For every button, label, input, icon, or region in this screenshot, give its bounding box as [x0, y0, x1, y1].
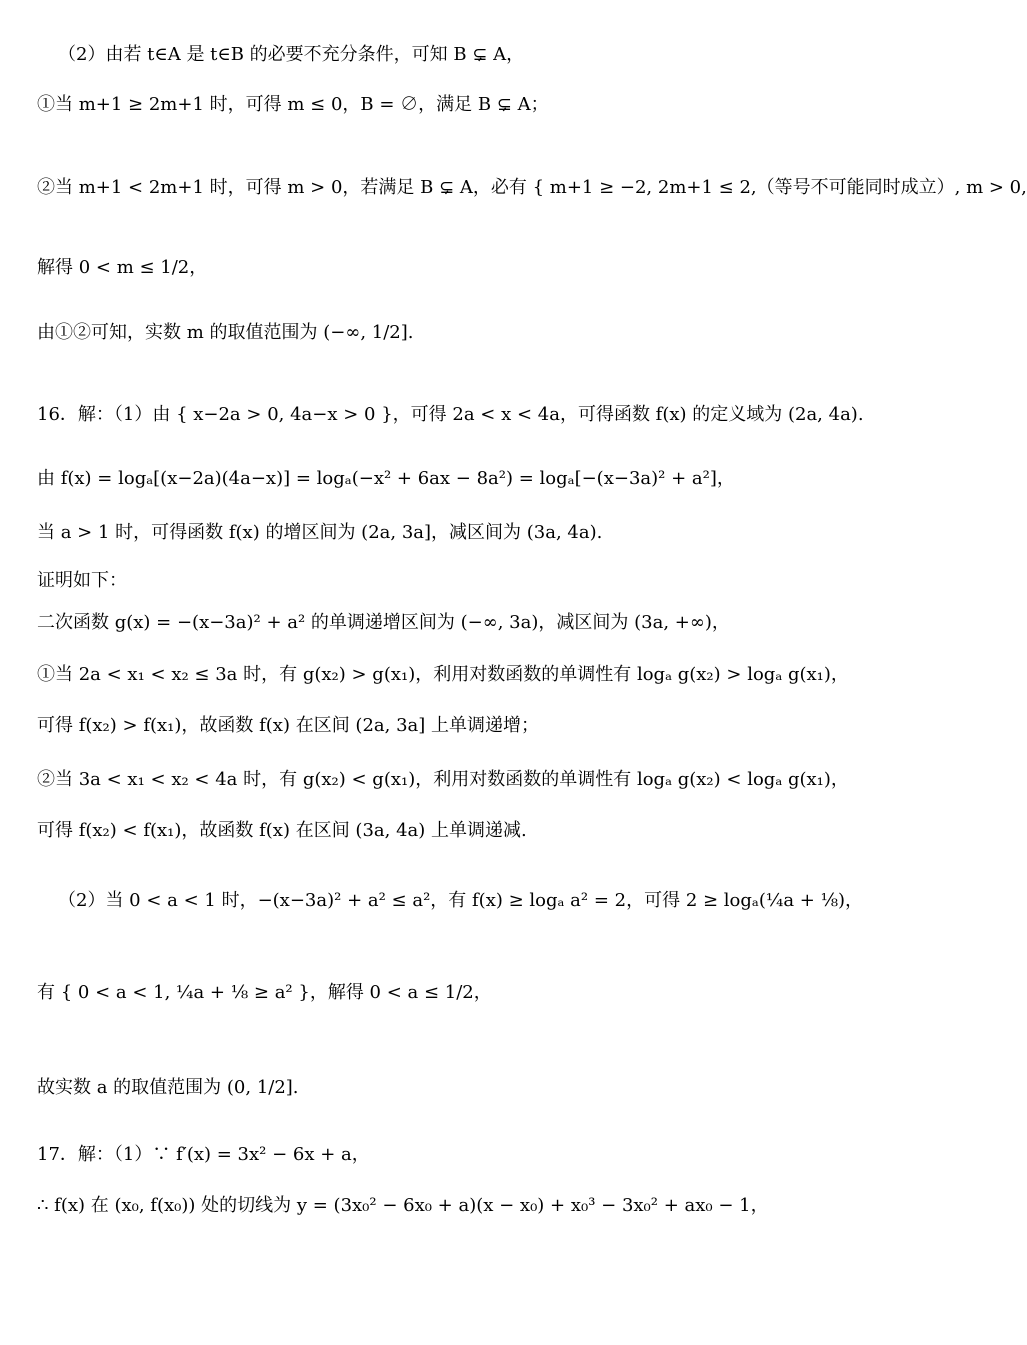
text-line-11: ①当 2a < x₁ < x₂ ≤ 3a 时，有 g(x₂) > g(x₁)，利用对数函数的单调性有 logₐ g(x₂) > logₐ g(x₁)， — [37, 664, 849, 685]
text-line-18: 17．解：（1）∵ f′(x) = 3x² − 6x + a， — [37, 1144, 370, 1165]
text-line-9: 证明如下： — [37, 570, 127, 591]
text-line-15: （2）当 0 < a < 1 时，−(x−3a)² + a² ≤ a²，有 f(x) ≥ logₐ a² = 2，可得 2 ≥ logₐ(¼a + ⅛)， — [58, 890, 864, 911]
text-line-19: ∴ f(x) 在 (x₀, f(x₀)) 处的切线为 y = (3x₀² − 6x₀ + a)(x − x₀) + x₀³ − 3x₀² + ax₀ − 1， — [37, 1195, 769, 1216]
text-line-7: 由 f(x) = logₐ[(x−2a)(4a−x)] = logₐ(−x² + 6ax − 8a²) = logₐ[−(x−3a)² + a²]， — [37, 468, 735, 489]
text-line-2: ①当 m+1 ≥ 2m+1 时，可得 m ≤ 0，B = ∅，满足 B ⊊ A； — [37, 94, 549, 115]
text-line-6: 16．解：（1）由 { x−2a > 0, 4a−x > 0 }，可得 2a < x < 4a，可得函数 f(x) 的定义域为 (2a, 4a). — [37, 404, 864, 425]
text-line-4: 解得 0 < m ≤ 1/2， — [37, 257, 208, 278]
text-line-10: 二次函数 g(x) = −(x−3a)² + a² 的单调递增区间为 (−∞, 3a)，减区间为 (3a, +∞)， — [37, 612, 730, 633]
text-line-14: 可得 f(x₂) < f(x₁)，故函数 f(x) 在区间 (3a, 4a) 上单调递减. — [37, 820, 527, 841]
text-line-13: ②当 3a < x₁ < x₂ < 4a 时，有 g(x₂) < g(x₁)，利用对数函数的单调性有 logₐ g(x₂) < logₐ g(x₁)， — [37, 769, 849, 790]
text-line-16: 有 { 0 < a < 1, ¼a + ⅛ ≥ a² }，解得 0 < a ≤ 1/2， — [37, 982, 492, 1003]
text-line-3: ②当 m+1 < 2m+1 时，可得 m > 0，若满足 B ⊊ A，必有 { m+1 ≥ −2, 2m+1 ≤ 2,（等号不可能同时成立）, m > 0, — [37, 177, 1027, 198]
text-line-5: 由①②可知，实数 m 的取值范围为 (−∞, 1/2]. — [37, 322, 414, 343]
text-line-1: （2）由若 t∈A 是 t∈B 的必要不充分条件，可知 B ⊊ A， — [58, 44, 525, 65]
text-line-17: 故实数 a 的取值范围为 (0, 1/2]. — [37, 1077, 299, 1098]
text-line-8: 当 a > 1 时，可得函数 f(x) 的增区间为 (2a, 3a]，减区间为 (3a, 4a). — [37, 522, 603, 543]
text-line-12: 可得 f(x₂) > f(x₁)，故函数 f(x) 在区间 (2a, 3a] 上单调递增； — [37, 715, 539, 736]
